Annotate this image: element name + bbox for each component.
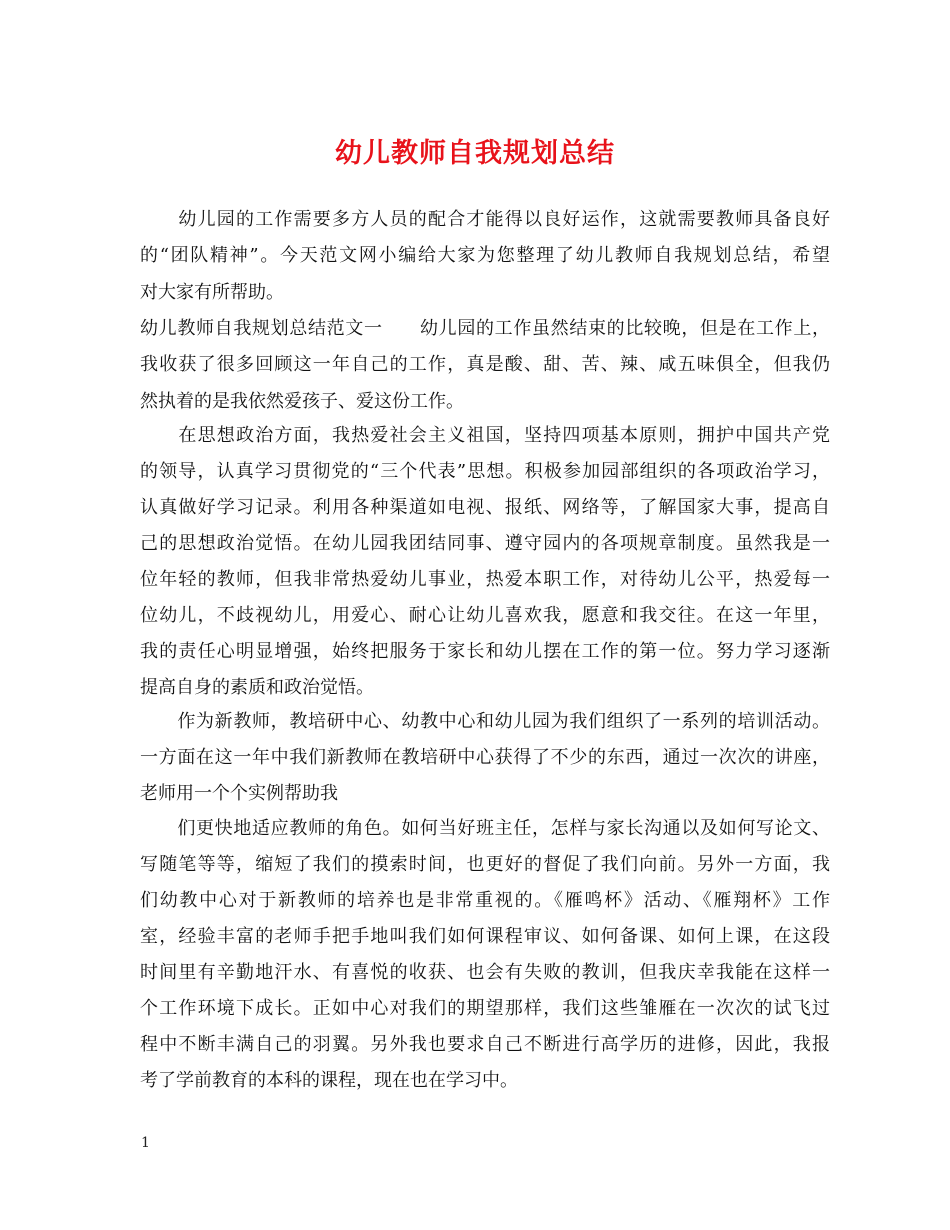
text-line: 作为新教师，教培研中心、幼教中心和幼儿园为我们组织了一系列的培训活动。 — [140, 711, 830, 732]
text-line: 然执着的是我依然爱孩子、爱这份工作。 — [140, 391, 464, 412]
text-line: 己的思想政治觉悟。在幼儿园我团结同事、遵守园内的各项规章制度。虽然我是一 — [140, 533, 830, 554]
document-title: 幼儿教师自我规划总结 — [335, 138, 615, 169]
text-line: 的领导，认真学习贯彻党的“三个代表”思想。积极参加园部组织的各项政治学习， — [140, 461, 830, 482]
text-line: 个工作环境下成长。正如中心对我们的期望那样，我们这些雏雁在一次次的试飞过 — [140, 998, 830, 1019]
text-line: 幼儿教师自我规划总结范文一 幼儿园的工作虽然结束的比较晚，但是在工作上， — [140, 318, 830, 339]
text-line: 们幼教中心对于新教师的培养也是非常重视的。《雁鸣杯》活动、《雁翔杯》工作 — [140, 890, 830, 911]
text-line: 的“团队精神”。今天范文网小编给大家为您整理了幼儿教师自我规划总结，希望 — [140, 245, 830, 266]
text-line: 幼儿园的工作需要多方人员的配合才能得以良好运作，这就需要教师具备良好 — [140, 209, 830, 230]
text-line: 位年轻的教师，但我非常热爱幼儿事业，热爱本职工作，对待幼儿公平，热爱每一 — [140, 569, 830, 590]
text-line: 提高自身的素质和政治觉悟。 — [140, 677, 374, 698]
text-line: 写随笔等等，缩短了我们的摸索时间，也更好的督促了我们向前。另外一方面，我 — [140, 854, 830, 875]
text-line: 程中不断丰满自己的羽翼。另外我也要求自己不断进行高学历的进修，因此，我报 — [140, 1034, 830, 1055]
text-line: 一方面在这一年中我们新教师在教培研中心获得了不少的东西，通过一次次的讲座， — [140, 747, 830, 768]
text-line: 室，经验丰富的老师手把手地叫我们如何课程审议、如何备课、如何上课，在这段 — [140, 926, 830, 947]
text-line: 认真做好学习记录。利用各种渠道如电视、报纸、网络等，了解国家大事，提高自 — [140, 497, 830, 518]
text-line: 对大家有所帮助。 — [140, 282, 284, 303]
text-line: 我收获了很多回顾这一年自己的工作，真是酸、甜、苦、辣、咸五味俱全，但我仍 — [140, 354, 830, 375]
page-number: 1 — [141, 1135, 150, 1151]
text-line: 在思想政治方面，我热爱社会主义祖国，坚持四项基本原则，拥护中国共产党 — [140, 425, 830, 446]
text-line: 位幼儿，不歧视幼儿，用爱心、耐心让幼儿喜欢我，愿意和我交往。在这一年里， — [140, 605, 830, 626]
text-line: 们更快地适应教师的角色。如何当好班主任，怎样与家长沟通以及如何写论文、 — [140, 818, 830, 839]
text-line: 考了学前教育的本科的课程，现在也在学习中。 — [140, 1070, 518, 1091]
text-line: 老师用一个个实例帮助我 — [140, 783, 338, 804]
text-line: 时间里有辛勤地汗水、有喜悦的收获、也会有失败的教训，但我庆幸我能在这样一 — [140, 962, 830, 983]
text-line: 我的责任心明显增强，始终把服务于家长和幼儿摆在工作的第一位。努力学习逐渐 — [140, 641, 830, 662]
